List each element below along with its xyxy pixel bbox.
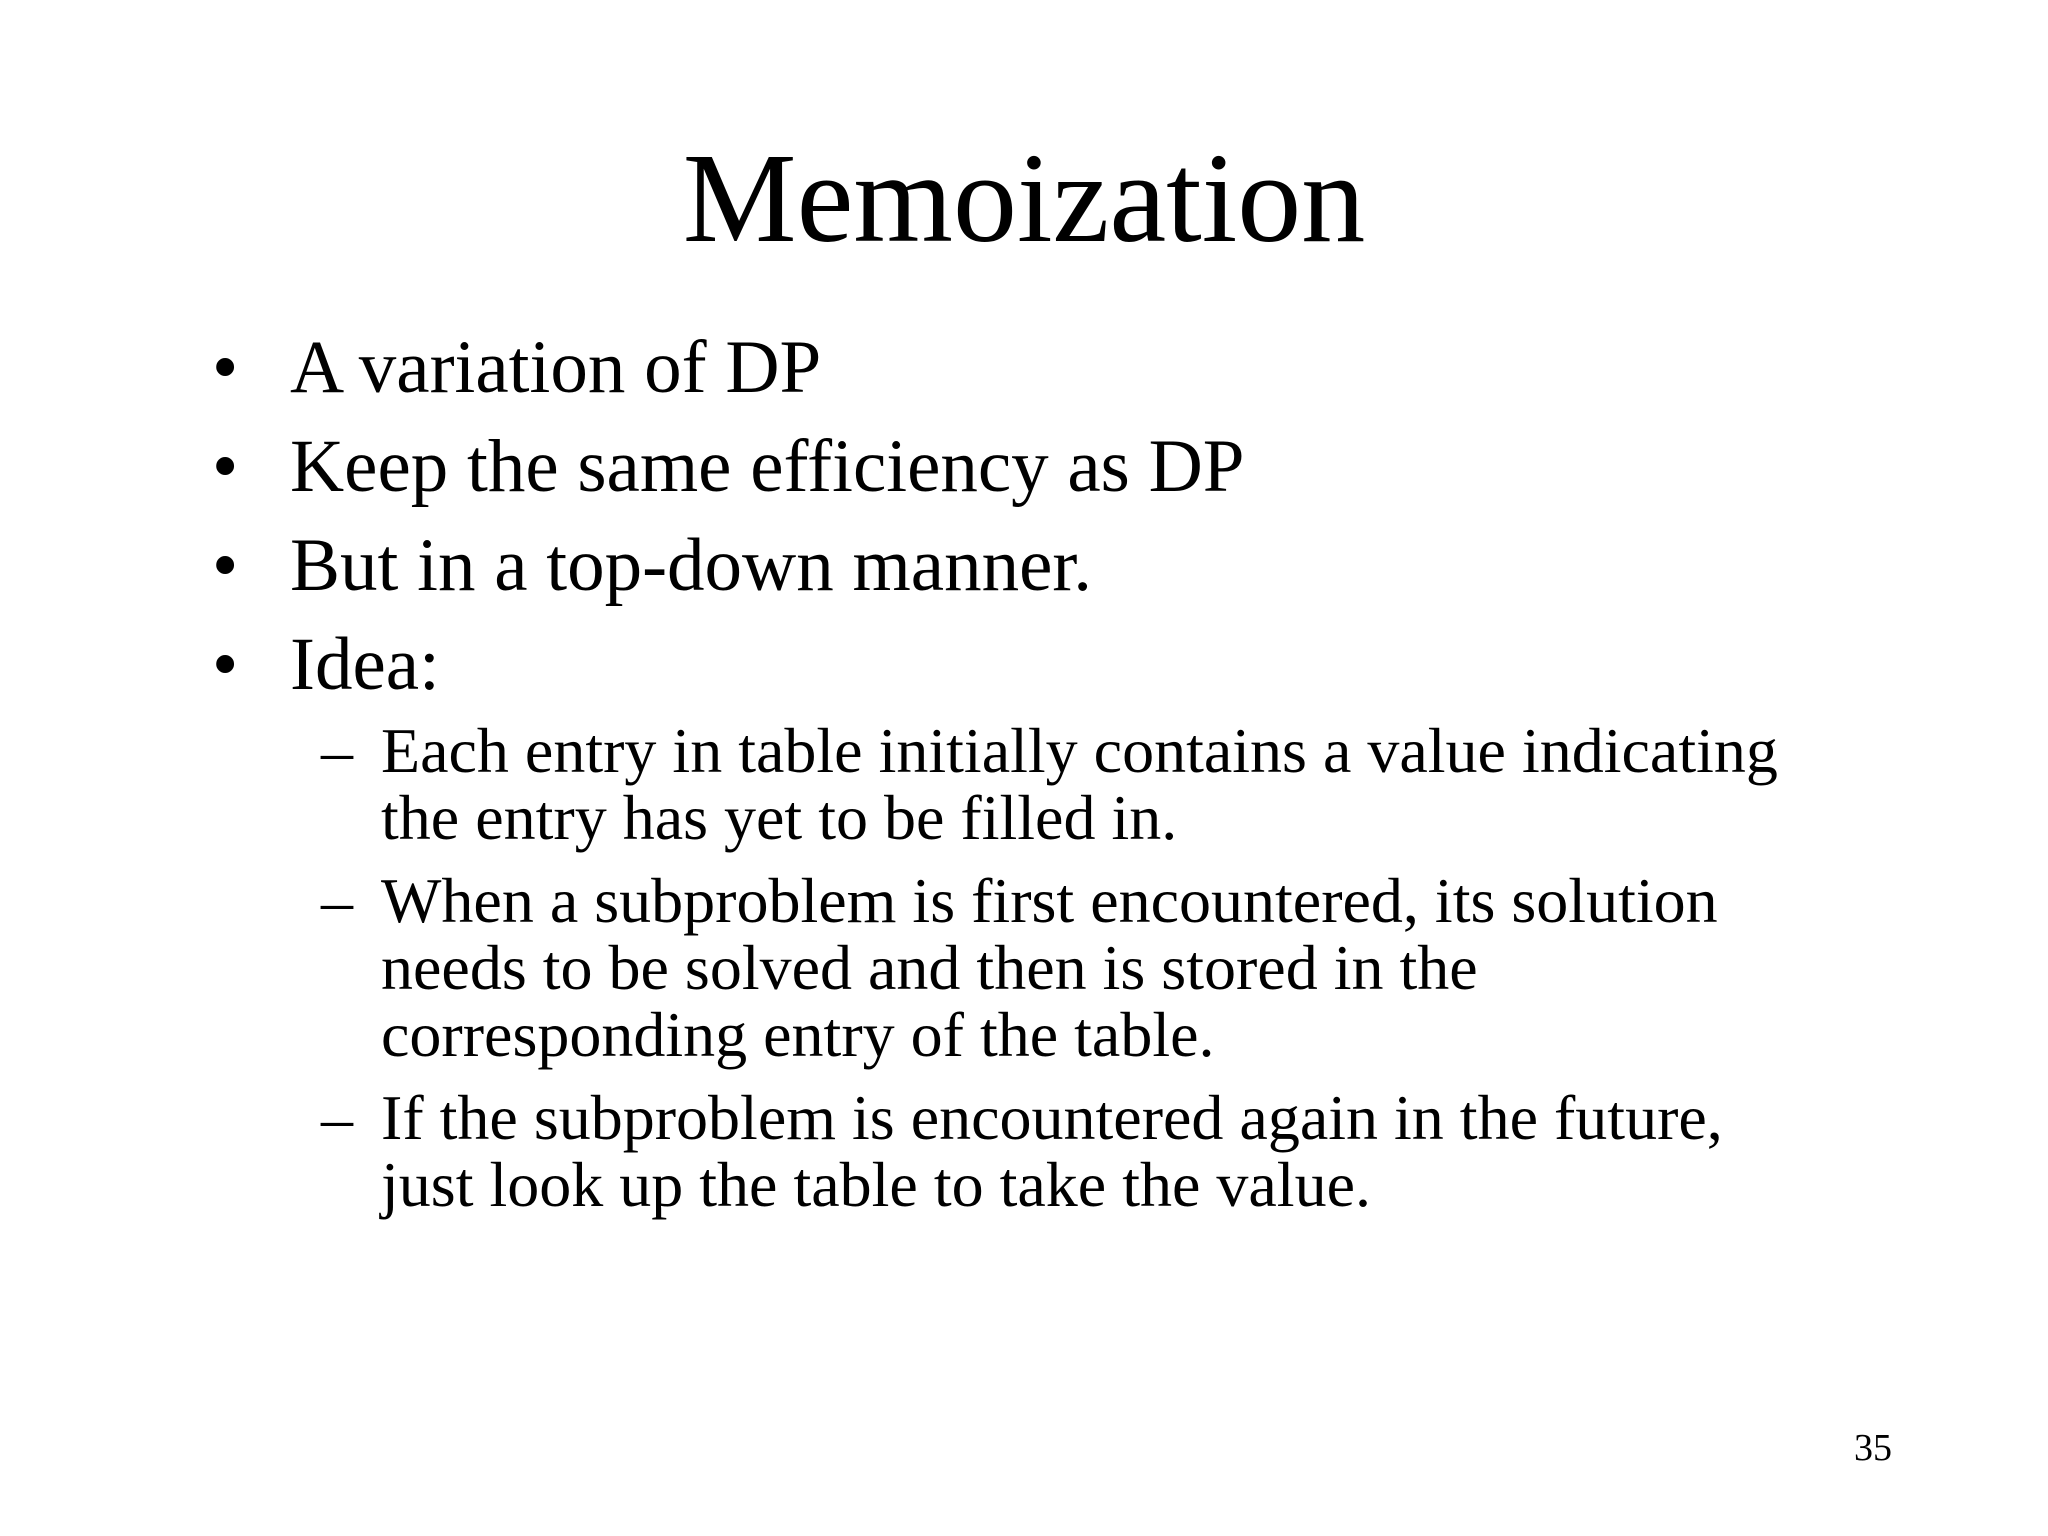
bullet-item — [212, 318, 1912, 417]
sub-bullet-item — [321, 1084, 1991, 1218]
slide-title: Memoization — [682, 127, 1366, 269]
sub-bullet-line: the entry has yet to be filled in. — [381, 782, 1178, 853]
bullet-item — [212, 615, 1912, 1218]
bullet-item — [212, 417, 1912, 516]
bullet-marker: • — [212, 326, 239, 409]
bullet-marker: • — [212, 623, 239, 706]
sub-bullet-marker: – — [321, 865, 353, 936]
bullet-text: But in a top-down manner. — [290, 524, 1092, 607]
sub-bullet-line: just look up the table to take the value. — [381, 1149, 1371, 1220]
bullet-item — [212, 516, 1912, 615]
sub-bullet-item — [321, 867, 1991, 1068]
sub-bullet-list — [321, 717, 1912, 1218]
bullet-text: A variation of DP — [290, 326, 822, 409]
bullet-text: Keep the same efficiency as DP — [290, 425, 1245, 508]
bullet-text: Idea: — [290, 623, 440, 706]
bullet-marker: • — [212, 524, 239, 607]
sub-bullet-marker: – — [321, 1082, 353, 1153]
sub-bullet-line: When a subproblem is first encountered, its solution — [381, 865, 1718, 936]
page-number: 35 — [1854, 1427, 1892, 1469]
bullet-marker: • — [212, 425, 239, 508]
sub-bullet-line: Each entry in table initially contains a value indicating — [381, 715, 1778, 786]
sub-bullet-line: corresponding entry of the table. — [381, 999, 1215, 1070]
sub-bullet-line: If the subproblem is encountered again in the future, — [381, 1082, 1723, 1153]
bullet-list — [212, 318, 1912, 1234]
sub-bullet-line: needs to be solved and then is stored in the — [381, 932, 1478, 1003]
sub-bullet-marker: – — [321, 715, 353, 786]
sub-bullet-item — [321, 717, 1991, 851]
